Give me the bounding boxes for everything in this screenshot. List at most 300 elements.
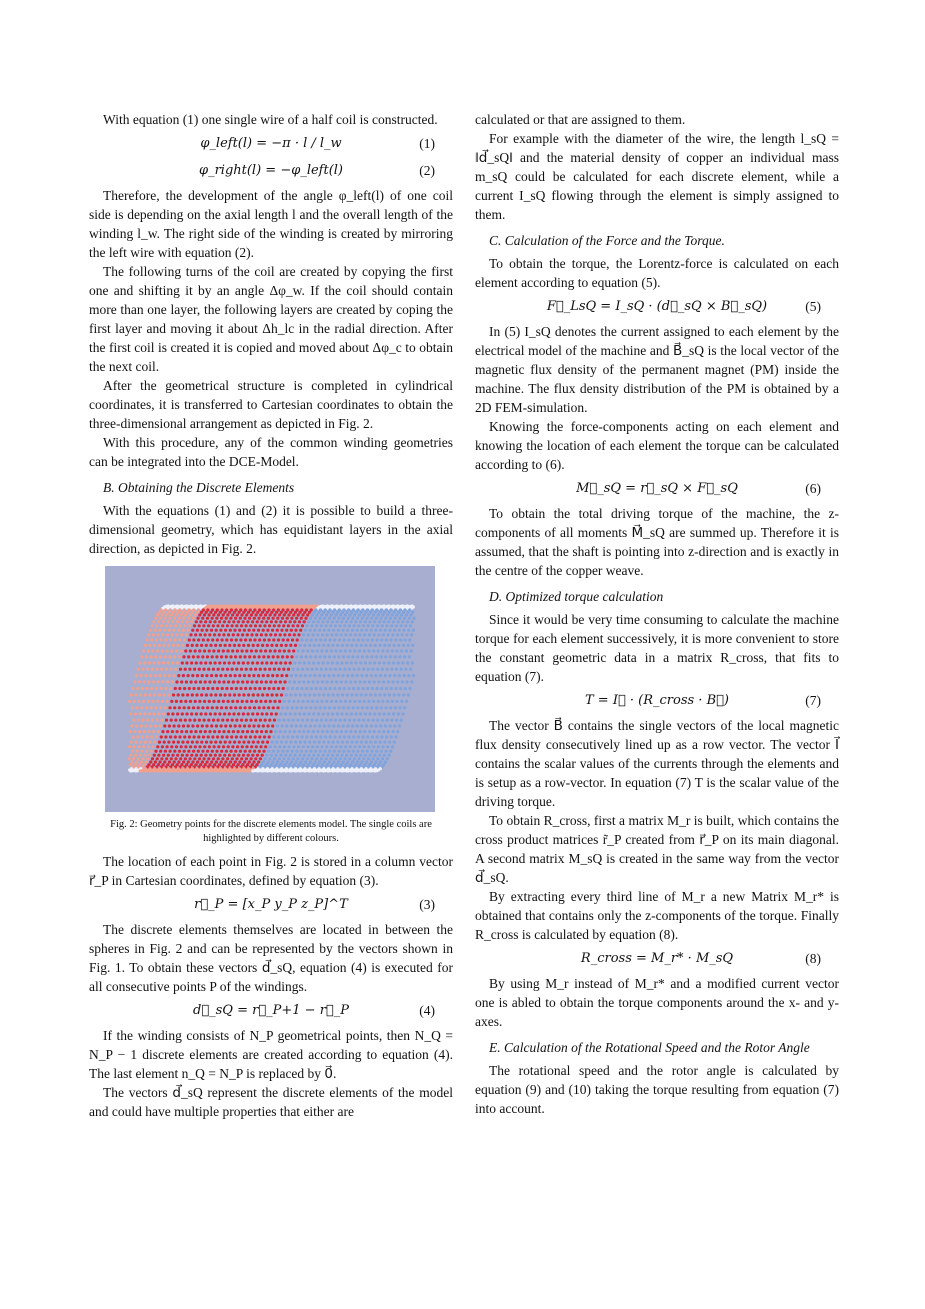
coil-point [200,693,203,696]
paragraph: The vector B⃗ contains the single vectors of the local magnetic flux density consecutively lined up as a row vector. The vector I⃗ contains the scalar values of the currents through the elements and is setup as a row-vector. In equation (7) T is the scalar value of the driving torque. [475,718,839,809]
coil-point [183,735,186,738]
coil-point [276,629,279,632]
coil-point [158,674,161,677]
coil-point [213,620,216,623]
coil-point [214,769,217,772]
coil-point [147,680,150,683]
coil-point [158,644,161,647]
coil-point [233,741,236,744]
coil-point [208,649,211,652]
coil-point [261,754,264,757]
coil-point [253,655,256,658]
coil-point [135,674,138,677]
coil-point [372,757,375,760]
coil-point [237,712,240,715]
coil-point [187,629,190,632]
coil-point [182,617,185,620]
coil-point [316,700,319,703]
coil-point [395,649,398,652]
coil-point [412,674,415,677]
coil-point [323,674,326,677]
coil-point [270,754,273,757]
coil-point [327,769,330,772]
coil-point [198,613,201,616]
coil-point [297,700,300,703]
coil-point [372,719,375,722]
coil-point [309,655,312,658]
coil-point [160,757,163,760]
paragraph: Knowing the force-components acting on each element and knowing the location of each element the torque can be calculated according to (6). [475,419,839,472]
coil-point [321,680,324,683]
coil-point [263,638,266,641]
coil-point [232,620,235,623]
coil-point [270,611,273,614]
coil-point [191,629,194,632]
coil-point [265,730,268,733]
coil-point [178,617,181,620]
coil-point [389,750,392,753]
coil-point [305,655,308,658]
coil-point [219,611,222,614]
coil-point [315,757,318,760]
coil-point [177,644,180,647]
coil-point [218,730,221,733]
coil-point [215,629,218,632]
coil-point [351,674,354,677]
coil-point [303,620,306,623]
coil-point [145,638,148,641]
coil-point [183,638,186,641]
coil-point [233,629,236,632]
coil-point [345,769,348,772]
coil-point [143,769,146,772]
coil-point [385,638,388,641]
coil-point [255,730,258,733]
coil-point [136,706,139,709]
coil-point [233,754,236,757]
coil-point [310,719,313,722]
coil-point [200,754,203,757]
coil-point [174,638,177,641]
coil-point [360,674,363,677]
coil-point [402,611,405,614]
coil-point [234,760,237,763]
coil-point [185,730,188,733]
coil-point [394,617,397,620]
coil-point [296,735,299,738]
coil-point [156,613,159,616]
coil-point [398,655,401,658]
coil-point [218,754,221,757]
coil-point [411,611,414,614]
coil-point [306,719,309,722]
coil-point [241,745,244,748]
coil-point [337,617,340,620]
coil-point [209,611,212,614]
coil-point [153,769,156,772]
coil-point [387,730,390,733]
coil-point [253,617,256,620]
coil-point [322,741,325,744]
coil-point [222,633,225,636]
coil-point [384,629,387,632]
coil-point [406,620,409,623]
coil-point [289,693,292,696]
coil-point [177,760,180,763]
coil-point [266,693,269,696]
coil-point [184,649,187,652]
coil-point [172,611,175,614]
coil-point [334,757,337,760]
coil-point [230,687,233,690]
coil-point [157,680,160,683]
coil-point [192,750,195,753]
coil-point [160,668,163,671]
coil-point [176,769,179,772]
coil-point [356,629,359,632]
coil-point [260,620,263,623]
coil-point [308,712,311,715]
coil-point [138,730,141,733]
coil-point [323,706,326,709]
coil-point [157,754,160,757]
coil-point [396,680,399,683]
coil-point [367,649,370,652]
coil-point [410,680,413,683]
coil-point [362,735,365,738]
coil-point [206,617,209,620]
coil-point [259,745,262,748]
coil-point [263,624,266,627]
coil-point [219,693,222,696]
coil-point [183,687,186,690]
coil-point [378,712,381,715]
coil-point [293,680,296,683]
coil-point [290,674,293,677]
coil-point [271,693,274,696]
coil-point [367,613,370,616]
coil-point [350,644,353,647]
coil-point [264,745,267,748]
coil-point [250,745,253,748]
coil-point [322,754,325,757]
coil-point [309,629,312,632]
coil-point [154,724,157,727]
coil-point [315,735,318,738]
coil-point [207,735,210,738]
coil-point [382,680,385,683]
coil-point [374,611,377,614]
coil-point [228,644,231,647]
coil-point [311,757,314,760]
coil-point [294,629,297,632]
coil-point [238,741,241,744]
coil-point [149,629,152,632]
coil-point [252,629,255,632]
coil-point [282,757,285,760]
coil-point [225,750,228,753]
coil-point [380,638,383,641]
coil-point [355,754,358,757]
coil-point [198,719,201,722]
coil-point [379,693,382,696]
coil-point [359,680,362,683]
coil-point [320,624,323,627]
coil-point [167,712,170,715]
coil-point [157,633,160,636]
coil-point [308,611,311,614]
coil-point [404,687,407,690]
coil-point [137,745,140,748]
coil-point [158,611,161,614]
coil-point [341,693,344,696]
right-column [475,110,839,1118]
coil-point [217,700,220,703]
coil-point [189,613,192,616]
coil-point [332,674,335,677]
coil-point [318,741,321,744]
coil-point [325,719,328,722]
coil-geometry-plot [105,566,435,812]
coil-point [188,719,191,722]
coil-point [304,629,307,632]
coil-point [217,649,220,652]
coil-point [275,661,278,664]
coil-point [399,706,402,709]
coil-point [236,700,239,703]
coil-point [342,724,345,727]
coil-point [385,687,388,690]
coil-point [375,706,378,709]
coil-point [317,712,320,715]
coil-point [225,706,228,709]
coil-point [224,644,227,647]
coil-point [393,724,396,727]
coil-point [262,760,265,763]
coil-point [176,620,179,623]
coil-point [349,745,352,748]
coil-point [348,719,351,722]
coil-point [190,754,193,757]
coil-point [184,757,187,760]
coil-point [404,624,407,627]
coil-point [384,674,387,677]
coil-point [335,633,338,636]
coil-point [226,719,229,722]
coil-point [158,629,161,632]
coil-point [270,712,273,715]
coil-point [227,745,230,748]
coil-point [271,629,274,632]
coil-point [156,649,159,652]
coil-point [361,617,364,620]
coil-point [330,700,333,703]
coil-point [363,745,366,748]
coil-point [273,700,276,703]
coil-point [252,724,255,727]
coil-point [380,655,383,658]
coil-point [332,629,335,632]
coil-point [393,741,396,744]
equation-8-body: R_cross = M_r* · M_sQ [580,951,734,966]
coil-point [390,668,393,671]
coil-point [365,760,368,763]
equation-6-number: (6) [805,481,821,496]
coil-point [185,620,188,623]
coil-point [245,745,248,748]
coil-point [347,617,350,620]
coil-point [320,668,323,671]
coil-point [204,633,207,636]
coil-point [234,674,237,677]
coil-point [208,745,211,748]
coil-point [340,712,343,715]
coil-point [276,706,279,709]
coil-point [347,750,350,753]
coil-point [336,769,339,772]
coil-point [278,649,281,652]
coil-point [360,629,363,632]
coil-point [232,680,235,683]
coil-point [300,655,303,658]
coil-point [171,680,174,683]
coil-point [298,712,301,715]
coil-point [264,613,267,616]
coil-point [226,668,229,671]
coil-point [167,611,170,614]
coil-point [373,633,376,636]
coil-point [372,649,375,652]
coil-point [190,769,193,772]
coil-point [196,760,199,763]
coil-point [318,629,321,632]
coil-point [301,735,304,738]
coil-point [151,649,154,652]
coil-point [378,620,381,623]
coil-point [325,700,328,703]
coil-point [289,644,292,647]
coil-point [229,655,232,658]
coil-point [345,661,348,664]
coil-point [356,750,359,753]
coil-point [176,712,179,715]
paragraph: The discrete elements themselves are located in between the spheres in Fig. 2 and can be represented by the vectors shown in Fig. 1. To obtain these vectors d⃗_sQ, equation (4) is executed for all consecutive points P of the windings. [89,922,453,994]
coil-point [245,757,248,760]
coil-point [395,613,398,616]
coil-point [174,624,177,627]
coil-point [233,644,236,647]
coil-point [358,633,361,636]
coil-point [390,735,393,738]
coil-point [242,712,245,715]
coil-point [171,620,174,623]
coil-point [392,712,395,715]
coil-point [147,700,150,703]
coil-point [221,719,224,722]
coil-point [220,617,223,620]
coil-point [399,687,402,690]
coil-point [129,730,132,733]
coil-point [223,754,226,757]
coil-point [197,706,200,709]
coil-point [250,613,253,616]
coil-point [271,741,274,744]
coil-point [316,680,319,683]
coil-point [133,745,136,748]
coil-point [179,719,182,722]
coil-point [361,706,364,709]
coil-point [239,750,242,753]
coil-point [405,613,408,616]
coil-point [276,655,279,658]
coil-point [307,633,310,636]
coil-point [204,754,207,757]
coil-point [190,712,193,715]
coil-point [341,644,344,647]
coil-point [320,613,323,616]
coil-point [375,617,378,620]
coil-point [212,668,215,671]
coil-point [222,613,225,616]
coil-point [355,644,358,647]
coil-point [327,611,330,614]
coil-point [342,706,345,709]
coil-point [236,613,239,616]
coil-point [164,750,167,753]
coil-point [300,687,303,690]
coil-point [313,644,316,647]
coil-point [307,620,310,623]
coil-point [391,633,394,636]
coil-point [289,741,292,744]
coil-point [186,741,189,744]
coil-point [338,638,341,641]
coil-point [178,750,181,753]
coil-point [203,613,206,616]
coil-point [411,620,414,623]
coil-point [168,655,171,658]
coil-point [251,769,254,772]
coil-point [329,735,332,738]
coil-point [331,754,334,757]
coil-point [142,745,145,748]
coil-point [170,719,173,722]
paragraph: The rotational speed and the rotor angle is calculated by equation (9) and (10) taking the torque resulting from equation (7) into account. [475,1063,839,1116]
coil-point [242,661,245,664]
coil-point [277,735,280,738]
coil-point [197,750,200,753]
coil-point [400,668,403,671]
coil-point [164,638,167,641]
coil-point [161,700,164,703]
coil-point [223,769,226,772]
paragraph: If the winding consists of N_P geometrical points, then N_Q = N_P − 1 discrete elements are created according to equation (4). The last element n_Q = N_P is replaced by 0⃗. [89,1028,453,1081]
coil-point [249,624,252,627]
coil-point [339,757,342,760]
coil-point [302,680,305,683]
coil-point [388,693,391,696]
coil-point [260,633,263,636]
coil-point [219,769,222,772]
coil-point [404,638,407,641]
coil-point [228,754,231,757]
coil-point [199,661,202,664]
coil-point [281,760,284,763]
coil-point [370,617,373,620]
coil-point [235,735,238,738]
coil-point [267,706,270,709]
coil-point [315,668,318,671]
